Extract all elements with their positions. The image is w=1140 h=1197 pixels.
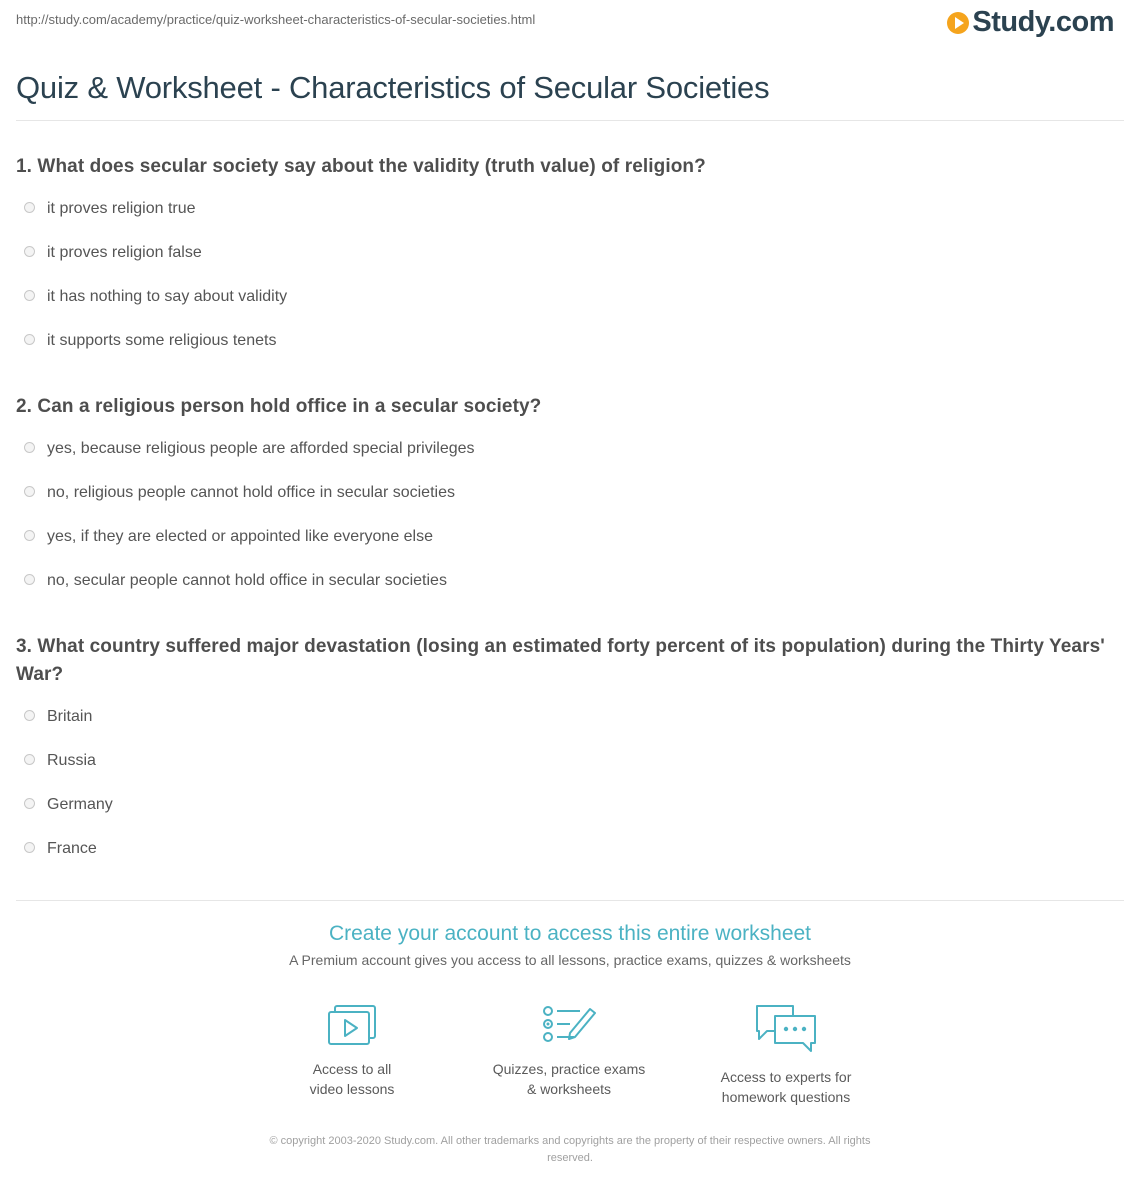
divider bbox=[16, 900, 1124, 901]
quiz-checklist-icon bbox=[540, 1003, 598, 1047]
option-label: it has nothing to say about validity bbox=[47, 288, 288, 305]
answer-option[interactable] bbox=[16, 276, 1116, 320]
footer-line-2: reserved. bbox=[547, 1152, 593, 1164]
answer-option[interactable] bbox=[16, 188, 1116, 232]
feature-line-1: Quizzes, practice exams bbox=[492, 1061, 646, 1077]
top-bar bbox=[0, 0, 1140, 50]
feature-experts bbox=[686, 1003, 886, 1107]
chat-bubbles-icon bbox=[753, 1003, 819, 1055]
option-label: it supports some religious tenets bbox=[47, 332, 277, 349]
feature-line-2: & worksheets bbox=[526, 1081, 612, 1097]
radio-button[interactable] bbox=[24, 290, 35, 301]
option-label: no, religious people cannot hold office in secular societies bbox=[47, 484, 455, 501]
radio-button[interactable] bbox=[24, 530, 35, 541]
answer-option[interactable] bbox=[16, 560, 1116, 604]
copyright-footer bbox=[215, 1133, 925, 1167]
question-text: 2. Can a religious person hold office in a secular society? bbox=[16, 396, 542, 417]
radio-button[interactable] bbox=[24, 246, 35, 257]
radio-button[interactable] bbox=[24, 754, 35, 765]
study-logo[interactable] bbox=[947, 6, 1114, 39]
option-label: yes, because religious people are afforded special privileges bbox=[47, 440, 475, 457]
option-label: no, secular people cannot hold office in secular societies bbox=[47, 572, 447, 589]
feature-video-lessons bbox=[252, 1003, 452, 1099]
option-label: it proves religion false bbox=[47, 244, 202, 261]
feature-line-2: video lessons bbox=[309, 1081, 395, 1097]
cta-title[interactable]: Create your account to access this entire worksheet bbox=[328, 922, 812, 945]
option-label: it proves religion true bbox=[47, 200, 196, 217]
answer-options bbox=[16, 696, 1116, 872]
question-2 bbox=[16, 393, 1116, 604]
radio-button[interactable] bbox=[24, 486, 35, 497]
radio-button[interactable] bbox=[24, 442, 35, 453]
signup-cta bbox=[0, 922, 1140, 968]
question-text: 3. What country suffered major devastation (losing an estimated forty percent of its population) during the Thirty Years' War? bbox=[16, 636, 1105, 685]
answer-options bbox=[16, 428, 1116, 604]
answer-option[interactable] bbox=[16, 428, 1116, 472]
divider bbox=[16, 120, 1124, 121]
answer-option[interactable] bbox=[16, 472, 1116, 516]
answer-option[interactable] bbox=[16, 516, 1116, 560]
logo-text: Study.com bbox=[972, 6, 1114, 38]
radio-button[interactable] bbox=[24, 842, 35, 853]
feature-line-2: homework questions bbox=[721, 1089, 851, 1105]
question-text: 1. What does secular society say about the validity (truth value) of religion? bbox=[16, 156, 706, 177]
radio-button[interactable] bbox=[24, 574, 35, 585]
feature-quizzes bbox=[469, 1003, 669, 1099]
question-1 bbox=[16, 153, 1116, 364]
answer-option[interactable] bbox=[16, 320, 1116, 364]
feature-line-1: Access to all bbox=[312, 1061, 392, 1077]
play-logo-icon bbox=[947, 12, 969, 34]
option-label: yes, if they are elected or appointed like everyone else bbox=[47, 528, 434, 545]
radio-button[interactable] bbox=[24, 710, 35, 721]
feature-line-1: Access to experts for bbox=[720, 1069, 852, 1085]
answer-option[interactable] bbox=[16, 696, 1116, 740]
question-3 bbox=[16, 633, 1116, 872]
answer-option[interactable] bbox=[16, 828, 1116, 872]
option-label: Russia bbox=[47, 752, 96, 769]
video-lessons-icon bbox=[326, 1003, 378, 1047]
option-label: Britain bbox=[47, 708, 93, 725]
option-label: France bbox=[47, 840, 97, 857]
radio-button[interactable] bbox=[24, 798, 35, 809]
option-label: Germany bbox=[47, 796, 113, 813]
answer-option[interactable] bbox=[16, 784, 1116, 828]
answer-option[interactable] bbox=[16, 740, 1116, 784]
radio-button[interactable] bbox=[24, 202, 35, 213]
radio-button[interactable] bbox=[24, 334, 35, 345]
cta-subtitle: A Premium account gives you access to all lessons, practice exams, quizzes & worksheets bbox=[289, 952, 851, 968]
page-title: Quiz & Worksheet - Characteristics of Secular Societies bbox=[16, 70, 770, 105]
page-url: http://study.com/academy/practice/quiz-worksheet-characteristics-of-secular-societies.html bbox=[16, 12, 536, 27]
answer-option[interactable] bbox=[16, 232, 1116, 276]
footer-line-1: © copyright 2003-2020 Study.com. All other trademarks and copyrights are the property of their respective owners. All rights bbox=[269, 1135, 871, 1147]
answer-options bbox=[16, 188, 1116, 364]
